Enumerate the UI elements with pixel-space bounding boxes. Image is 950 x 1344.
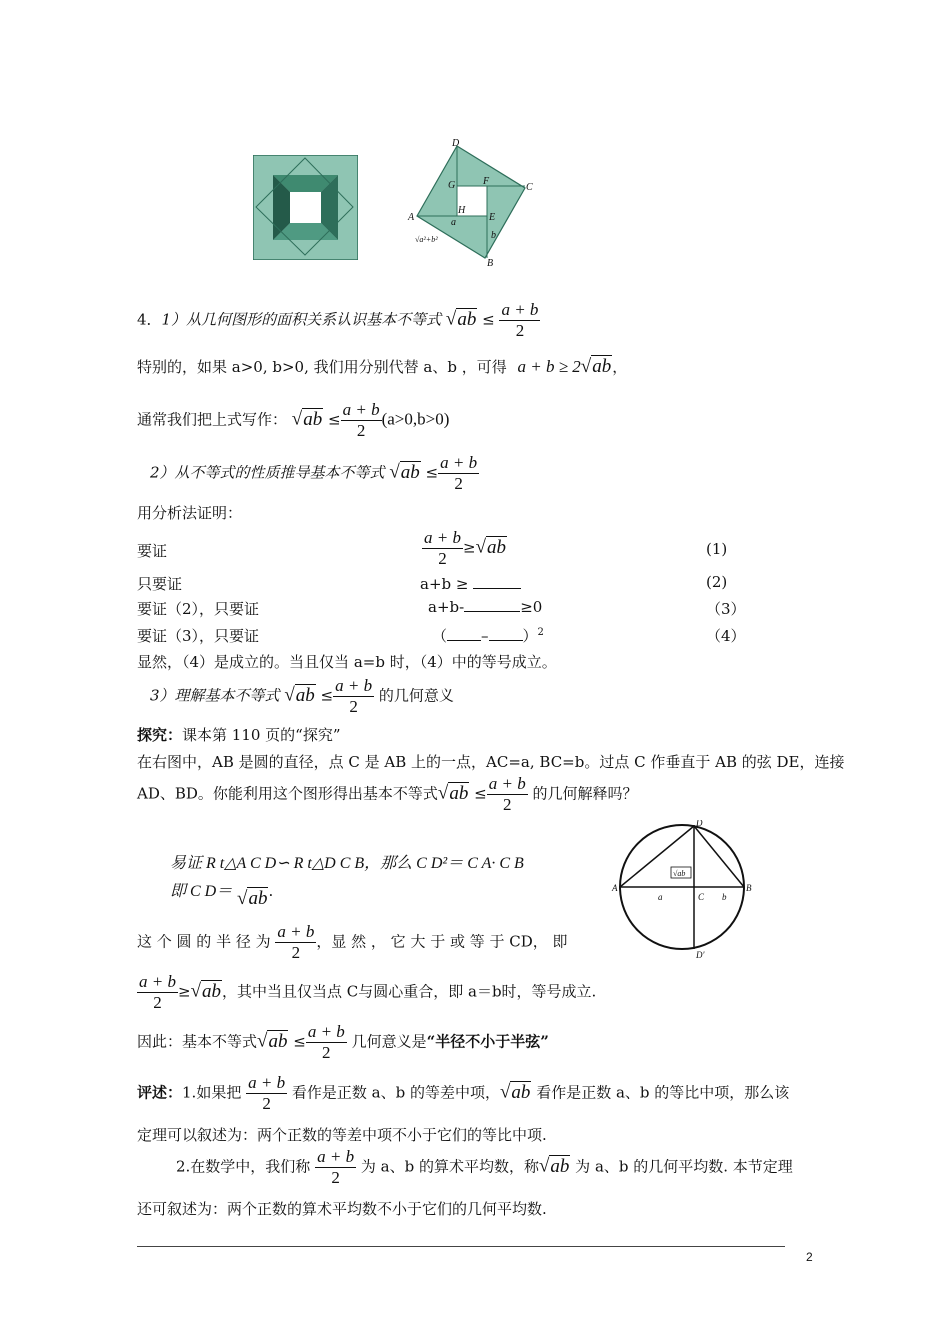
label-A: A xyxy=(408,212,415,223)
proof-row-2-num: (2) xyxy=(706,573,728,591)
section3-tail: 的几何意义 xyxy=(378,686,454,705)
cd-equals-line: 即 C D＝ √ab. xyxy=(170,882,274,909)
circle-label-A: A xyxy=(612,883,618,893)
sqrt-ab: √ab xyxy=(284,684,315,706)
proof-row-1-expr: $\frac{a + b}{2}$ ≥√ab xyxy=(424,528,506,568)
usual-form-line xyxy=(137,400,449,441)
section2-title: 2）从不等式的性质推导基本不等式 xyxy=(150,463,385,482)
sqrt-ab: √ab xyxy=(580,356,612,377)
circle-label-sqrt-ab: √ab xyxy=(673,869,686,878)
pythagoras-square-figure xyxy=(253,155,358,260)
blank xyxy=(464,611,520,612)
label-B: B xyxy=(487,258,494,268)
section-number: 4． xyxy=(137,310,162,329)
label-D: D xyxy=(452,138,460,149)
page-number: 2 xyxy=(806,1250,813,1264)
section4-line xyxy=(137,300,540,341)
proof-row-1-num: (1) xyxy=(706,540,728,558)
fraction-a-plus-b-over-2: $\frac{a + b}{2}$ xyxy=(342,400,380,440)
section4-title: 1）从几何图形的面积关系认识基本不等式 xyxy=(161,310,442,329)
label-E: E xyxy=(489,212,496,223)
expr-a-plus-b: a + b ≥ 2 xyxy=(517,357,581,376)
special-case-line xyxy=(137,356,627,378)
radius-line: 这 个 圆 的 半 径 为 $\frac{a + b}{2}$ ，显 然 ， 它 大 于 或 等 于 CD， 即 xyxy=(137,922,568,962)
proof-row-4-label: 要证（3），只要证 xyxy=(137,627,260,645)
explore-label: 探究： xyxy=(137,726,183,744)
circle-label-a: a xyxy=(658,892,663,902)
fraction-a-plus-b-over-2: $\frac{a + b}{2}$ xyxy=(501,300,539,340)
circle-label-D: D xyxy=(696,820,703,828)
section2-line xyxy=(150,453,479,494)
proof-row-4-expr: （ – ）$^2$ xyxy=(432,627,544,645)
proof-row-3-num: （3） xyxy=(706,600,746,618)
review-line-1: 评述：1.如果把 $\frac{a + b}{2}$ 看作是正数 a、b 的等差中项，√ab 看作是正数 a、b 的等比中项，那么该 xyxy=(137,1073,790,1113)
circle-label-C: C xyxy=(698,892,705,902)
proof-conclusion: 显然，（4）是成立的。当且仅当 a=b 时，（4）中的等号成立。 xyxy=(137,653,557,671)
explore-paragraph-1: 在右图中，AB 是圆的直径，点 C 是 AB 上的一点，AC=a, BC=b。过点 C 作垂直于 AB 的弦 DE，连接 xyxy=(137,753,845,771)
label-G: G xyxy=(448,180,456,191)
label-b: b xyxy=(491,230,496,241)
le-sign: ≤ xyxy=(425,463,439,482)
review-line-4: 还可叙述为：两个正数的算术平均数不小于它们的几何平均数. xyxy=(137,1200,547,1218)
sqrt-ab: √ab xyxy=(291,408,323,430)
circle-label-Dprime: D' xyxy=(696,950,705,960)
blank xyxy=(473,588,521,589)
proof-row-2-expr: a+b ≥ xyxy=(420,575,521,593)
circle-diagram xyxy=(610,820,760,960)
le-sign: ≤ xyxy=(328,410,341,429)
meaning-line: 因此：基本不等式√ab ≤ $\frac{a + b}{2}$ 几何意义是“半径不小于半弦” xyxy=(137,1022,549,1062)
special-case-text: 特别的，如果 a>0, b>0, 我们用分别代替 a、b ，可得 xyxy=(137,358,507,376)
proof-row-4-num: （4） xyxy=(706,627,746,645)
circle-label-B: B xyxy=(746,883,752,893)
condition: (a>0,b>0) xyxy=(381,409,450,429)
fraction-a-plus-b-over-2: $\frac{a + b}{2}$ xyxy=(335,676,373,716)
label-C: C xyxy=(526,182,533,193)
blank xyxy=(489,640,523,641)
section3-line xyxy=(150,676,454,717)
le-sign: ≤ xyxy=(320,686,334,705)
sqrt-ab: √ab xyxy=(389,461,420,483)
review-line-2: 定理可以叙述为：两个正数的等差中项不小于它们的等比中项. xyxy=(137,1126,547,1144)
circle-label-b: b xyxy=(722,892,727,902)
fraction-a-plus-b-over-2: $\frac{a + b}{2}$ xyxy=(440,453,478,493)
sqrt-ab: √ab xyxy=(445,308,477,330)
blank xyxy=(447,640,481,641)
review-line-3: 2.在数学中，我们称 $\frac{a + b}{2}$ 为 a、b 的算术平均数，称√ab 为 a、b 的几何平均数. 本节定理 xyxy=(176,1147,793,1187)
explore-paragraph-2: AD、BD。你能利用这个图形得出基本不等式√ab ≤ $\frac{a + b}{2}$ 的几何解释吗？ xyxy=(137,774,638,814)
explore-line xyxy=(137,724,341,745)
proof-row-3-expr: a+b- ≥0 xyxy=(428,598,543,616)
usual-form-text: 通常我们把上式写作： xyxy=(137,410,288,429)
tilted-square-figure xyxy=(405,138,540,268)
label-diagonal: √a²+b² xyxy=(415,235,438,244)
footer-rule xyxy=(137,1246,785,1247)
proof-row-1-label: 要证 xyxy=(137,542,168,560)
label-a: a xyxy=(451,217,456,228)
section3-title: 3）理解基本不等式 xyxy=(150,686,280,705)
label-F: F xyxy=(483,176,490,187)
comma: ， xyxy=(612,358,628,376)
proof-row-2-label: 只要证 xyxy=(137,575,183,593)
label-H: H xyxy=(458,205,466,216)
le-sign: ≤ xyxy=(482,310,495,329)
proof-row-3-label: 要证（2），只要证 xyxy=(137,600,260,618)
proof-intro: 用分析法证明： xyxy=(137,504,243,522)
similar-triangles-line: 易证 R t△A C D∽ R t△D C B，那么 C D²＝ C A· C B xyxy=(170,855,524,872)
inequality-line: $\frac{a + b}{2}$ ≥√ab，其中当且仅当点 C与圆心重合，即 a＝b时，等号成立. xyxy=(139,972,597,1012)
explore-text: 课本第 110 页的“探究” xyxy=(182,726,341,744)
